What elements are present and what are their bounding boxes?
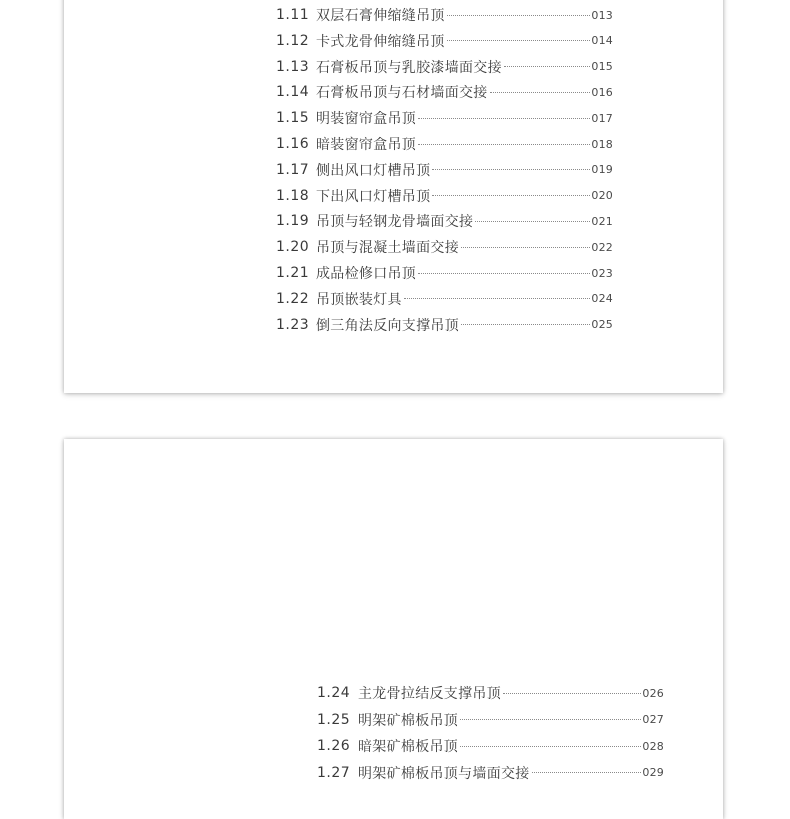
toc-entry[interactable] bbox=[276, 289, 613, 309]
toc-entry-page-number: 014 bbox=[591, 34, 613, 48]
toc-entry-title: 主龙骨拉结反支撑吊顶 bbox=[358, 686, 501, 702]
toc-dot-leader bbox=[461, 247, 590, 248]
toc-entry[interactable] bbox=[317, 683, 664, 703]
toc-entry-title: 下出风口灯槽吊顶 bbox=[316, 188, 431, 205]
toc-entry-page-number: 016 bbox=[591, 85, 613, 99]
toc-dot-leader bbox=[432, 195, 590, 196]
toc-dot-leader bbox=[404, 298, 591, 299]
toc-entry-title: 明装窗帘盒吊顶 bbox=[316, 111, 417, 128]
toc-entry[interactable] bbox=[276, 134, 613, 154]
toc-entry-number: 1.27 bbox=[317, 764, 351, 781]
toc-entry-page-number: 018 bbox=[591, 137, 613, 151]
toc-entry-page-number: 028 bbox=[642, 739, 664, 753]
toc-entry[interactable] bbox=[276, 31, 613, 51]
toc-dot-leader bbox=[447, 15, 591, 16]
toc-entry[interactable] bbox=[276, 5, 613, 25]
toc-entry-page-number: 019 bbox=[591, 163, 613, 177]
toc-dot-leader bbox=[418, 273, 590, 274]
toc-entry-number: 1.12 bbox=[276, 32, 310, 49]
toc-entry-page-number: 025 bbox=[591, 318, 613, 332]
toc-entry[interactable] bbox=[276, 211, 613, 231]
toc-entry[interactable] bbox=[276, 263, 613, 283]
toc-dot-leader bbox=[418, 144, 590, 145]
toc-entry[interactable] bbox=[317, 710, 664, 730]
toc-entry-page-number: 017 bbox=[591, 111, 613, 125]
toc-entry-page-number: 022 bbox=[591, 240, 613, 254]
toc-entry-page-number: 021 bbox=[591, 214, 613, 228]
toc-entry-number: 1.19 bbox=[276, 213, 310, 230]
toc-dot-leader bbox=[504, 66, 590, 67]
toc-dot-leader bbox=[475, 221, 590, 222]
toc-entry-number: 1.21 bbox=[276, 265, 310, 281]
toc-entry-page-number: 026 bbox=[642, 686, 664, 700]
toc-entry-title: 暗架矿棉板吊顶 bbox=[358, 739, 459, 756]
toc-dot-leader bbox=[503, 693, 641, 694]
toc-entry-title: 卡式龙骨伸缩缝吊顶 bbox=[316, 33, 445, 50]
toc-dot-leader bbox=[461, 324, 590, 325]
toc-entry-title: 明架矿棉板吊顶 bbox=[358, 712, 459, 729]
toc-entry-title: 吊顶与轻钢龙骨墙面交接 bbox=[316, 214, 474, 231]
toc-entry[interactable] bbox=[276, 108, 613, 128]
toc-entry[interactable] bbox=[276, 57, 613, 77]
toc-entry[interactable] bbox=[276, 315, 613, 335]
toc-entry[interactable] bbox=[317, 736, 664, 756]
toc-entry-number: 1.15 bbox=[276, 110, 310, 127]
toc-entry[interactable] bbox=[317, 763, 664, 783]
toc-entry-page-number: 029 bbox=[642, 766, 664, 780]
toc-entry-number: 1.24 bbox=[317, 685, 351, 701]
toc-entry-number: 1.13 bbox=[276, 58, 310, 75]
toc-entry-title: 明架矿棉板吊顶与墙面交接 bbox=[358, 765, 530, 782]
toc-entry[interactable] bbox=[276, 160, 613, 180]
toc-entry-number: 1.16 bbox=[276, 136, 310, 152]
toc-entry-number: 1.18 bbox=[276, 187, 310, 204]
toc-entry-page-number: 023 bbox=[591, 266, 613, 280]
toc-entry-title: 成品检修口吊顶 bbox=[316, 266, 417, 282]
toc-entry-page-number: 013 bbox=[591, 8, 613, 22]
toc-dot-leader bbox=[460, 719, 641, 720]
toc-entry-number: 1.23 bbox=[276, 316, 310, 333]
toc-entry-number: 1.11 bbox=[276, 7, 310, 23]
toc-entry-number: 1.26 bbox=[317, 738, 351, 755]
toc-entry-title: 石膏板吊顶与乳胶漆墙面交接 bbox=[316, 59, 502, 76]
toc-entry[interactable] bbox=[276, 237, 613, 257]
toc-dot-leader bbox=[432, 169, 590, 170]
toc-entry-title: 倒三角法反向支撑吊顶 bbox=[316, 317, 459, 334]
toc-entry-page-number: 015 bbox=[591, 60, 613, 74]
toc-entry-page-number: 027 bbox=[642, 713, 664, 727]
toc-entry-page-number: 020 bbox=[591, 189, 613, 203]
toc-entry-title: 侧出风口灯槽吊顶 bbox=[316, 162, 431, 179]
toc-entry-title: 双层石膏伸缩缝吊顶 bbox=[316, 8, 445, 24]
toc-entry-number: 1.17 bbox=[276, 161, 310, 178]
toc-entry-title: 石膏板吊顶与石材墙面交接 bbox=[316, 85, 488, 102]
toc-entry-number: 1.25 bbox=[317, 711, 351, 728]
toc-entry[interactable] bbox=[276, 82, 613, 102]
toc-entry-number: 1.14 bbox=[276, 84, 310, 101]
toc-dot-leader bbox=[418, 118, 590, 119]
toc-entry-title: 暗装窗帘盒吊顶 bbox=[316, 137, 417, 153]
toc-entry-title: 吊顶与混凝土墙面交接 bbox=[316, 240, 459, 257]
toc-entry[interactable] bbox=[276, 186, 613, 206]
toc-dot-leader bbox=[532, 772, 642, 773]
toc-dot-leader bbox=[447, 40, 591, 41]
toc-entry-title: 吊顶嵌装灯具 bbox=[316, 291, 402, 308]
toc-dot-leader bbox=[490, 92, 591, 93]
toc-entry-number: 1.20 bbox=[276, 239, 310, 256]
toc-entry-page-number: 024 bbox=[591, 292, 613, 306]
toc-dot-leader bbox=[460, 746, 641, 747]
toc-entry-number: 1.22 bbox=[276, 290, 310, 307]
